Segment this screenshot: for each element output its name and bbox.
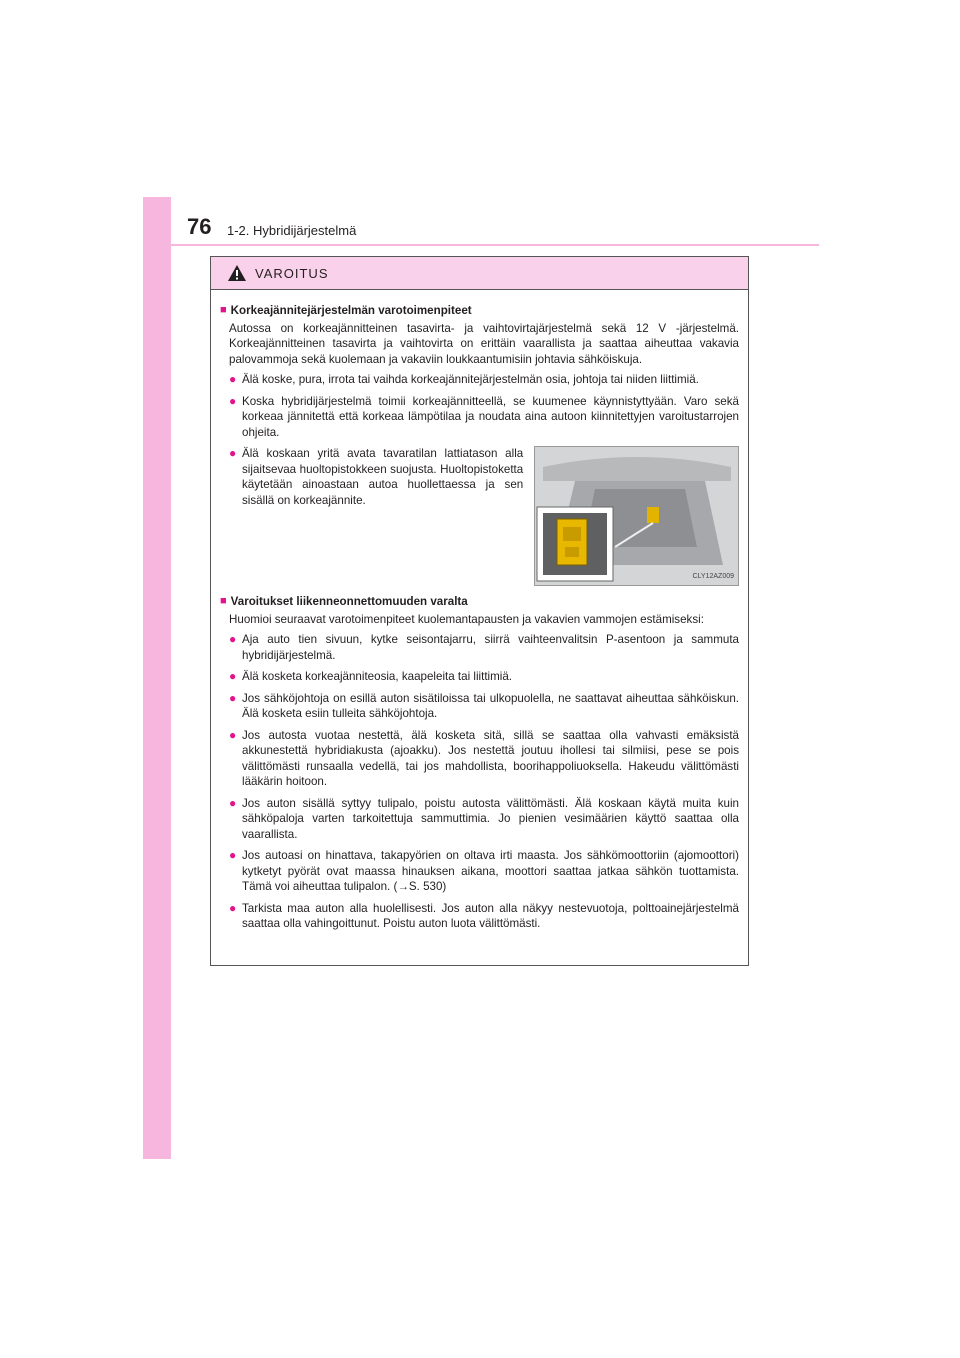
bullet-dot-icon: ● [229,795,237,810]
bullet-dot-icon: ● [229,727,237,742]
section-intro: Autossa on korkeajännitteinen tasavirta- ja vaihtovirtajärjestelmä sekä 12 V -järjestelmä. Korkeajännitteinen tasavirta ja vaihtovirta on erittäin vaarallista ja saattaa aiheuttaa vakavia palovammoja sekä kuolemaan ja vakaviin loukkaantumisiin johtavia sähköiskuja. [229,321,739,366]
list-item [220,901,739,932]
service-plug-photo [534,446,739,586]
image-code: CLY12AZ009 [692,572,734,580]
bullet-dot-icon: ● [229,372,237,386]
list-item [220,372,739,388]
list-item-text: Aja auto tien sivuun, kytke seisontajarru, siirrä vaihteenvalitsin P-asentoon ja sammuta hybridijärjestelmä. [242,633,739,662]
section-title: 1-2. Hybridijärjestelmä [227,223,357,238]
list-item-text: Jos autoasi on hinattava, takapyörien on oltava irti maasta. Jos sähkömoottoriin (ajomoottori) kytketyt pyörät ovat maassa hinauksen aikana, moottori saattaa jatkaa sähkön tuottamista. Tämä voi aiheuttaa tulipalon. (→S. 530) [242,849,739,893]
bullet-with-image [220,446,739,586]
bullet-dot-icon: ● [229,848,237,862]
bullet-dot-icon: ● [229,393,237,408]
list-item-text: Jos auton sisällä syttyy tulipalo, poistu autosta välittömästi. Älä koskaan käytä muita kuin sähköpaloja varten tarkoitettuja sammuttimia. Jo pienien vesimäärien käyttö saattaa olla vaarallista. [242,796,739,841]
warning-triangle-icon [227,264,247,282]
section-heading [220,303,739,319]
list-item-text: Älä kosketa korkeajänniteosia, kaapeleita tai liittimiä. [242,670,513,683]
warning-header [211,257,748,290]
list-item [220,691,739,722]
list-item [220,669,739,685]
list-item [220,632,739,663]
bullet-dot-icon: ● [229,690,237,705]
side-tab-bar [143,197,171,1159]
section-intro: Huomioi seuraavat varotoimenpiteet kuolemantapausten ja vakavien vammojen estämiseksi: [229,612,704,626]
list-item [220,728,739,790]
list-item [220,446,523,508]
list-item [220,796,739,843]
warning-content [211,290,748,932]
section-heading-text: Varoitukset liikenneonnettomuuden varalta [230,595,468,608]
section-heading-text: Korkeajännitejärjestelmän varotoimenpiteet [230,304,472,317]
list-item [220,848,739,895]
list-item-text: Tarkista maa auton alla huolellisesti. Jos auton alla näkyy nestevuotoja, polttoainejärjestelmä saattaa olla vahingoittunut. Poistu auton luota välittömästi. [242,901,739,930]
bullet-dot-icon: ● [229,446,237,460]
list-item-text: Jos sähköjohtoja on esillä auton sisätiloissa tai ulkopuolella, ne saattavat aiheuttaa sähköiskun. Älä kosketa esiin tulleita sähköjohtoja. [242,691,739,720]
section-heading [220,594,739,610]
bullet-dot-icon: ● [229,900,237,915]
bullet-dot-icon: ● [229,669,237,683]
trunk-illustration [535,447,739,585]
list-item-text: Älä koskaan yritä avata tavaratilan lattiatason alla sijaitsevaa huoltopistokkeen suojusta. Huoltopistoketta käytetään ainoastaan autoa huollettaessa ja sen sisällä on korkeajännite. [242,447,524,507]
bullet-dot-icon: ● [229,632,237,646]
list-item-text: Jos autosta vuotaa nestettä, älä kosketa sitä, sillä se saattaa olla vahvasti emäksistä akkunestettä hybridiakusta (ajoakku). Jos nestettä joutuu ihollesi tai silmiisi, pese se pois välittömästi runsaalla vedellä, tai jos mahdollista, boorihappoliuoksella. Hakeudu välittömästi lääkärin hoitoon. [242,728,739,788]
list-item-text: Älä koske, pura, irrota tai vaihda korkeajännitejärjestelmän osia, johtoja tai niiden liittimiä. [242,373,699,386]
list-item-text: Koska hybridijärjestelmä toimii korkeajännitteellä, se kuumenee käynnistyttyään. Varo sekä korkeaa jännitettä että korkeaa lämpötilaa ja noudata aina autoon kiinnitettyjen varoitustarrojen ohjeita. [242,394,739,439]
square-bullet-icon: ■ [220,304,227,316]
list-item [220,394,739,441]
warning-title: VAROITUS [255,265,329,281]
square-bullet-icon: ■ [220,595,227,607]
page-number: 76 [187,214,212,239]
warning-box [210,256,749,966]
header-divider [171,244,819,246]
